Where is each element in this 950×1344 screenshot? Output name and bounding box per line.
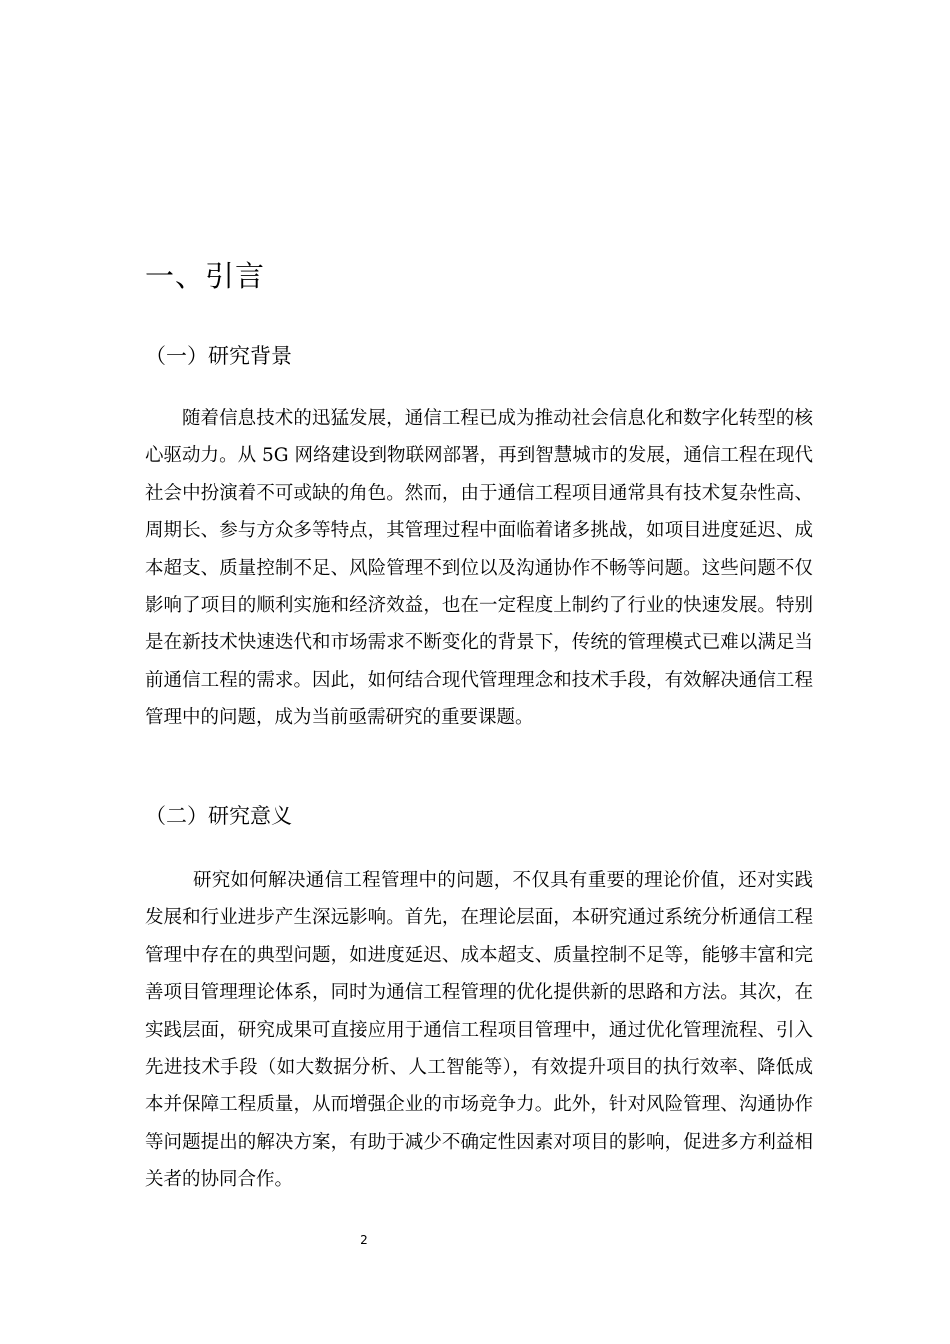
section-heading-research-significance: （二）研究意义 xyxy=(145,804,292,828)
section-paragraph-research-significance: 研究如何解决通信工程管理中的问题，不仅具有重要的理论价值，还对实践发展和行业进步产生深远影响。首先，在理论层面，本研究通过系统分析通信工程管理中存在的典型问题，如进度延迟、成本超支、质量控制不足等，能够丰富和完善项目管理理论体系，同时为通信工程管理的优化提供新的思路和方法。其次，在实践层面，研究成果可直接应用于通信工程项目管理中，通过优化管理流程、引入先进技术手段（如大数据分析、人工智能等），有效提升项目的执行效率、降低成本并保障工程质量，从而增强企业的市场竞争力。此外，针对风险管理、沟通协作等问题提出的解决方案，有助于减少不确定性因素对项目的影响，促进多方利益相关者的协同合作。 xyxy=(145,870,813,1191)
page-number: 2 xyxy=(360,1233,368,1247)
section-paragraph-research-background: 随着信息技术的迅猛发展，通信工程已成为推动社会信息化和数字化转型的核心驱动力。从 5G 网络建设到物联网部署，再到智慧城市的发展，通信工程在现代社会中扮演着不可或缺的角色。然而，由于通信工程项目通常具有技术复杂性高、周期长、参与方众多等特点，其管理过程中面临着诸多挑战，如项目进度延迟、成本超支、质量控制不足、风险管理不到位以及沟通协作不畅等问题。这些问题不仅影响了项目的顺利实施和经济效益，也在一定程度上制约了行业的快速发展。特别是在新技术快速迭代和市场需求不断变化的背景下，传统的管理模式已难以满足当前通信工程的需求。因此，如何结合现代管理理念和技术手段，有效解决通信工程管理中的问题，成为当前亟需研究的重要课题。 xyxy=(145,408,813,729)
chapter-title: 一、引言 xyxy=(145,259,266,293)
section-heading-research-background: （一）研究背景 xyxy=(145,344,292,368)
